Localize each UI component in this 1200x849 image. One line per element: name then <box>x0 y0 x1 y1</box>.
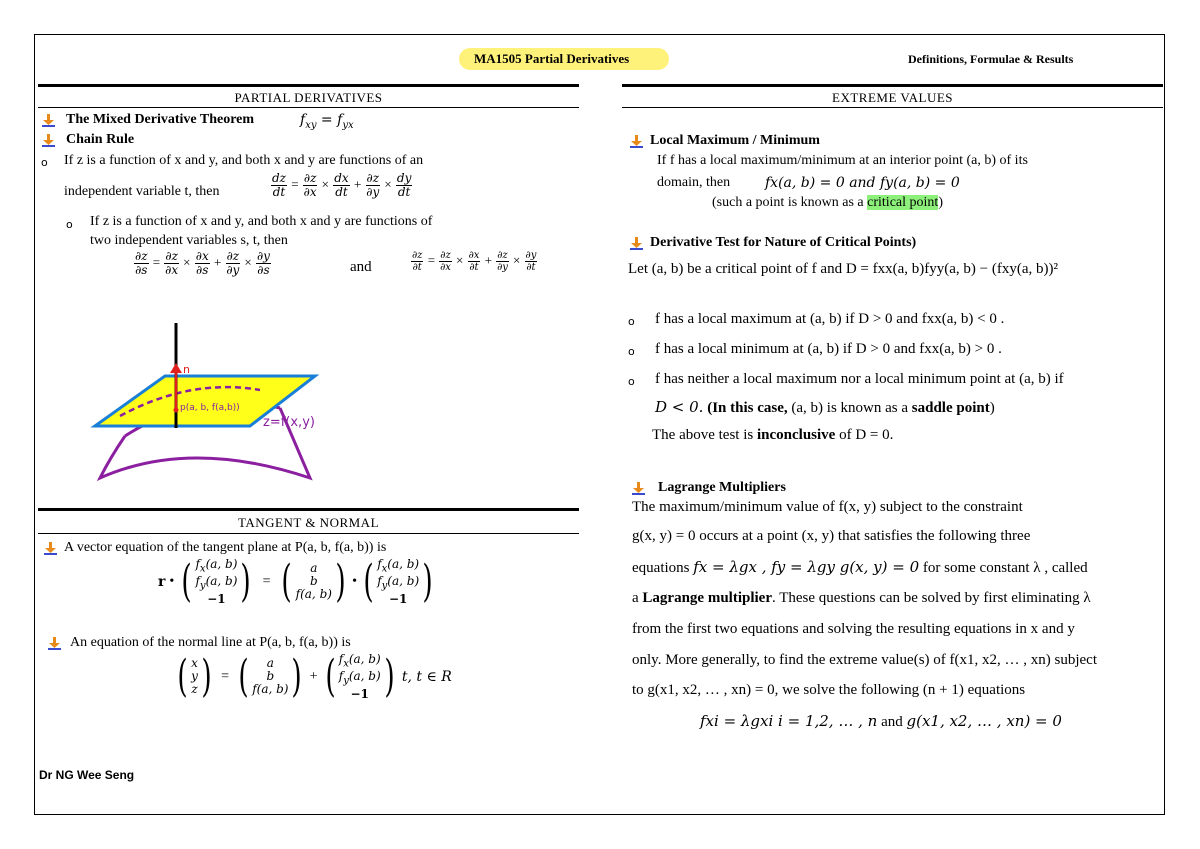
tangent-plane-text: A vector equation of the tangent plane at P(a, b, f(a, b)) is <box>64 540 387 555</box>
local-line-2b: fx(a, b) = 0 and fy(a, b) = 0 <box>765 175 960 191</box>
case-saddle-b: D < 0. (In this case, (a, b) is known as a saddle point) <box>655 398 995 416</box>
local-line-2a: domain, then <box>657 175 731 190</box>
lagrange-line-1: The maximum/minimum value of f(x, y) subject to the constraint <box>632 499 1023 515</box>
normal-line-text: An equation of the normal line at P(a, b, f(a, b)) is <box>70 635 351 650</box>
circle-bullet-icon: o <box>66 218 73 231</box>
author: Dr NG Wee Seng <box>39 768 135 782</box>
rule-left-top <box>38 84 579 87</box>
bullet-arrow-icon <box>632 482 645 495</box>
section-title-tangent: TANGENT & NORMAL <box>237 515 380 530</box>
bullet-arrow-icon <box>630 237 643 250</box>
chain2-formula-s: $\frac{\partial z}{\partial s}$ = $\frac{\partial z}{\partial x}$ × $\frac{\partial x}{\partial s}$ + $\frac{\partial z}{\partial y}$ × $\frac{\partial y}{\partial s}$ <box>135 249 270 277</box>
case-local-min: f has a local minimum at (a, b) if D > 0 and fxx(a, b) > 0 . <box>655 341 1002 357</box>
bullet-arrow-icon <box>44 542 57 555</box>
header-right-title: Definitions, Formulae & Results <box>908 52 1074 66</box>
rule-right-top <box>622 84 1163 87</box>
chain1-line-a: If z is a function of x and y, and both x and y are functions of an <box>64 153 424 168</box>
fyx-term: $f_{yx}$ <box>337 112 354 131</box>
chain2-line-a: If z is a function of x and y, and both x and y are functions of <box>90 214 433 229</box>
tangent-plane-figure <box>80 318 380 498</box>
t-in-R: t, t ∈ R <box>401 668 452 685</box>
section-title-partial: PARTIAL DERIVATIVES <box>234 90 383 105</box>
circle-bullet-icon: o <box>628 375 635 388</box>
point-label: p(a, b, f(a,b)) <box>180 403 240 413</box>
rule-tangent <box>38 533 579 534</box>
lagrange-line-4: a Lagrange multiplier. These questions can be solved by first eliminating λ <box>632 590 1091 606</box>
bullet-arrow-icon <box>42 134 55 147</box>
r-symbol: r <box>158 573 166 590</box>
lagrange-line-2: g(x, y) = 0 occurs at a point (x, y) that satisfies the following three <box>632 528 1031 544</box>
chain1-line-b: independent variable t, then <box>64 184 220 199</box>
local-max-min-label: Local Maximum / Minimum <box>650 133 820 148</box>
course-title: MA1505 Partial Derivatives <box>474 51 630 66</box>
inconclusive-line: The above test is inconclusive of D = 0. <box>652 427 894 443</box>
local-line-1: If f has a local maximum/minimum at an interior point (a, b) of its <box>657 153 1028 168</box>
rule-extreme <box>622 107 1163 108</box>
normal-line-equation: ( x y z ) = ( a b f(a, b) ) + ( $f_x(a$, b) $f_y(a$, b) −1 ) t, t ∈ R <box>177 650 452 702</box>
chain2-line-b: two independent variables s, t, then <box>90 233 288 248</box>
derivative-test-label: Derivative Test for Nature of Critical Points) <box>650 235 917 250</box>
bullet-arrow-icon <box>630 135 643 148</box>
and-word: and <box>350 259 372 275</box>
tangent-plane-equation: r • ( $f_x(a$, b) $f_y(a$, b) −1 ) = ( a b f(a, b) ) • ( $f_x(a$, b) $f_y(a$, b) −1 ) <box>158 555 433 607</box>
bullet-arrow-icon <box>48 637 61 650</box>
mixed-derivative-formula: $f_{xy} = f_{yx}$ <box>300 112 354 131</box>
normal-label: n <box>183 363 190 376</box>
section-title-extreme: EXTREME VALUES <box>832 90 953 105</box>
circle-bullet-icon: o <box>41 156 48 169</box>
chain1-formula: $\frac{dz}{dt}$ = $\frac{\partial z}{\partial x}$ × $\frac{dx}{dt}$ + $\frac{\partial z}{\partial y}$ × $\frac{dy}{dt}$ <box>272 171 412 199</box>
fxy-term: $f_{xy}$ <box>300 112 317 131</box>
rule-partial <box>38 107 579 108</box>
chain-rule-label: Chain Rule <box>66 132 135 147</box>
case-local-max: f has a local maximum at (a, b) if D > 0 and fxx(a, b) < 0 . <box>655 311 1005 327</box>
lagrange-line-7: to g(x1, x2, … , xn) = 0, we solve the following (n + 1) equations <box>632 682 1026 698</box>
bullet-arrow-icon <box>42 114 55 127</box>
lagrange-line-3: equations fx = λgx , fy = λgy g(x, y) = 0 for some constant λ , called <box>632 558 1088 576</box>
lagrange-line-5: from the first two equations and solving the resulting equations in x and y <box>632 621 1075 637</box>
circle-bullet-icon: o <box>628 345 635 358</box>
tangent-point <box>174 408 179 413</box>
critical-point-highlight: critical point <box>867 195 939 210</box>
mixed-derivative-label: The Mixed Derivative Theorem <box>66 112 255 127</box>
case-saddle-a: f has neither a local maximum nor a local minimum point at (a, b) if <box>655 371 1064 387</box>
circle-bullet-icon: o <box>628 315 635 328</box>
local-line-3: (such a point is known as a critical point) <box>712 195 943 210</box>
chain2-formula-t: $\frac{\partial z}{\partial t}$ = $\frac{\partial z}{\partial x}$ × $\frac{\partial x}{\partial t}$ + $\frac{\partial z}{\partial y}$ × $\frac{\partial y}{\partial t}$ <box>412 250 537 273</box>
surface-label: z=f(x,y) <box>263 415 315 430</box>
derivative-test-line: Let (a, b) be a critical point of f and D = fxx(a, b)fyy(a, b) − (fxy(a, b))² <box>628 261 1058 277</box>
lagrange-line-8: fxi = λgxi i = 1,2, … , n and g(x1, x2, … , xn) = 0 <box>700 712 1062 730</box>
normal-arrowhead <box>170 363 182 373</box>
lagrange-label: Lagrange Multipliers <box>658 480 786 495</box>
rule-tangent-top <box>38 508 579 511</box>
lagrange-line-6: only. More generally, to find the extreme value(s) of f(x1, x2, … , xn) subject <box>632 652 1097 668</box>
